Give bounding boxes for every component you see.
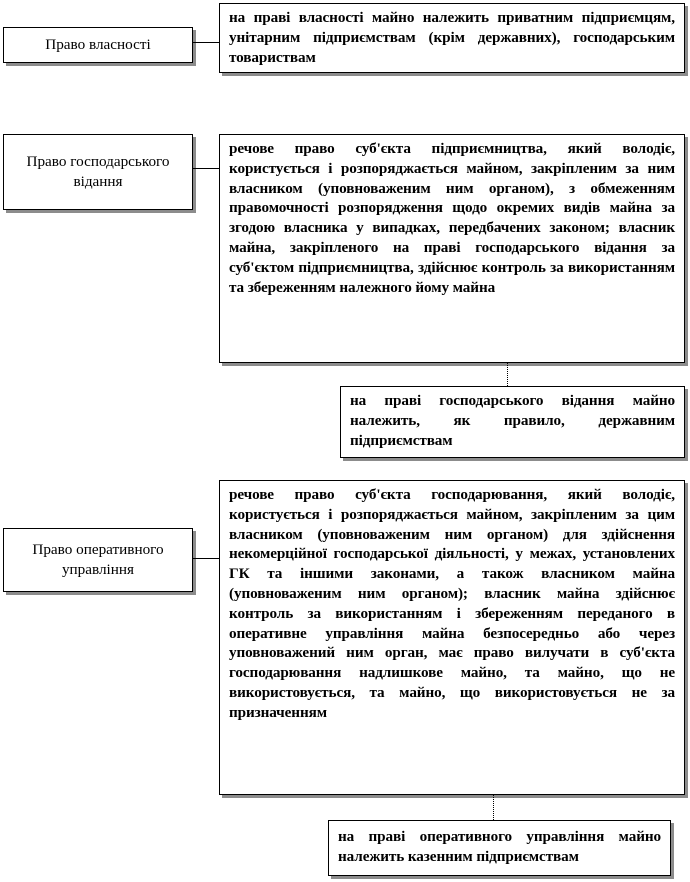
term-label-economic-management: Право господарського відання [26, 153, 170, 190]
term-box-ownership [3, 27, 193, 63]
term-label-operational-management: Право оперативного управління [32, 541, 164, 578]
definition-box-economic-management [219, 134, 685, 363]
note-box-economic-management [340, 386, 685, 458]
connector-economic-management-note [507, 363, 508, 386]
connector-ownership [193, 42, 219, 43]
definition-text-ownership: на праві власності майно належить приватним підприємцям, унітарним підприємствам (крім державних), господарським товариствам [229, 9, 675, 66]
note-box-operational-management [328, 820, 671, 876]
note-text-economic-management: на праві господарського відання майно належить, як правило, державним підприємствам [350, 392, 675, 449]
connector-operational-management-note [493, 795, 494, 820]
definition-text-economic-management: речове право суб'єкта підприємництва, який володіє, користується і розпоряджається майном, закріпленим за ним власником (уповноваженим ним органом), з обмеженням правомочності розпорядження щодо окремих видів майна за згодою власника у випадках, передбачених законом; власник майна, закріпленого на праві господарського відання за суб'єктом підприємництва, здійснює контроль за використанням та збереженням належного йому майна [229, 140, 675, 296]
connector-operational-management [193, 558, 219, 559]
term-box-operational-management [3, 528, 193, 592]
definition-text-operational-management: речове право суб'єкта господарювання, який володіє, користується і розпоряджається майном, закріпленим за цим власником (уповноваженим ним органом) для здійснення некомерційної господарської діяльності, у межах, установлених ГК та іншими законами, а також власником майна (уповноваженим ним органом); власник майна здійснює контроль за використанням і збереженням переданого в оперативне управління майна безпосередньо або через уповноважений ним орган, має право вилучати в суб'єкта господарювання надлишкове майно, та майно, що не використовується, та майно, що використовується не за призначенням [229, 486, 675, 721]
connector-economic-management [193, 168, 219, 169]
definition-box-operational-management [219, 480, 685, 795]
term-label-ownership: Право власності [45, 36, 151, 54]
term-box-economic-management [3, 134, 193, 210]
note-text-operational-management: на праві оперативного управління майно належить казенним підприємствам [338, 828, 661, 865]
definition-box-ownership [219, 3, 685, 73]
